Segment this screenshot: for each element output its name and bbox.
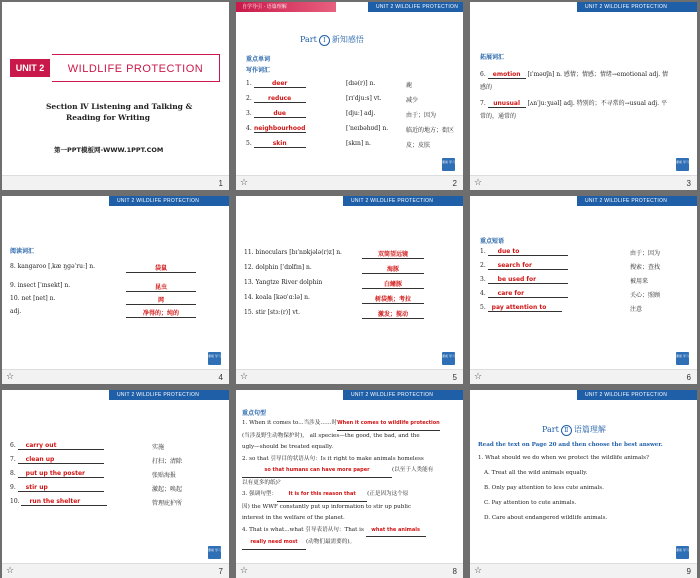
slide-footer-bar [470,563,697,578]
slide-thumbnail-8[interactable] [236,390,463,578]
slide-footer-bar [236,563,463,578]
slide-number: 7 [218,567,223,576]
slide-thumbnail-4[interactable] [2,196,229,384]
vocab-row: 7. unusual [ʌnˈjuːʒuəl] adj. 特别的；不寻常的→usual adj. 平 [480,100,667,107]
nav-button[interactable]: 课前 学习 [442,158,455,171]
vocab-row: 14. koala [kəʊˈɑːlə] n. 树袋熊；考拉 [244,294,310,301]
slide-footer-bar [236,175,463,190]
phrase-row: 6. carry out 实施 [10,442,165,451]
unit-header: UNIT 2 WILDLIFE PROTECTION [343,196,463,206]
section-line-2: Reading for Writing [66,113,150,122]
phrase-row: 9. stir up 激起；唤起 [10,484,183,493]
slide-number: 3 [686,179,691,188]
vocab-row: 11. binoculars [bɪˈnɒkjələ(r)z] n. 双筒望远镜 [244,249,342,256]
vocab-row: 5. skin [skɪn] n. 皮；皮肤 [246,140,431,149]
vocab-row: 9. insect [ˈɪnsekt] n. 昆虫 [10,282,70,289]
nav-button[interactable]: 课前 学习 [208,352,221,365]
star-icon[interactable]: ☆ [474,566,483,576]
vocab-row: 13. Yangtze River dolphin 白鳍豚 [244,279,322,286]
part-label: Part [300,35,317,44]
part-heading [542,424,606,436]
vocab-row-cont: 常的，通常的 [480,113,517,120]
part-title: 语篇理解 [573,425,606,434]
section-line-1: Section Ⅳ Listening and Talking & [46,102,193,111]
slide-title: WILDLIFE PROTECTION [52,54,220,82]
star-icon[interactable]: ☆ [240,372,249,382]
phrase-row: 8. put up the poster 张贴海报 [10,470,177,479]
phrase-row: 4. care for 关心；照顾 [480,290,661,299]
star-icon[interactable]: ☆ [474,178,483,188]
part-heading [300,34,364,46]
nav-button[interactable]: 课前 学习 [676,546,689,559]
part-title: 新知感悟 [331,35,364,44]
section-heading: 重点句型 [242,410,267,417]
unit-header: UNIT 2 WILDLIFE PROTECTION [368,2,463,12]
part-label: Part [542,425,559,434]
slide-thumbnail-6[interactable] [470,196,697,384]
slide-number: 6 [686,373,691,382]
slide-number: 1 [218,179,223,188]
phrase-row: 7. clean up 打扫；清除 [10,456,183,465]
slide-footer-bar [2,175,229,190]
phrase-row: 10. run the shelter 管理庇护所 [10,498,183,507]
answer-option[interactable]: A. Treat all the wild animals equally. [484,470,588,476]
slide-thumbnail-3[interactable] [470,2,697,190]
vocab-row: 12. dolphin [ˈdɒlfɪn] n. 海豚 [244,264,312,271]
vocab-row: 6. emotion [ɪˈməʊʃn] n. 感情；情感；情绪→emotional adj. 情 [480,71,669,78]
footer-note: 第一PPT模板网-WWW.1PPT.COM [54,146,164,154]
section-heading: 拓展词汇 [480,54,505,61]
unit-header: UNIT 2 WILDLIFE PROTECTION [343,390,463,400]
sub-heading: 写作词汇 [246,67,271,74]
vocab-row: 8. kangaroo [ˌkæ ŋɡəˈruː] n. 袋鼠 [10,263,95,270]
star-icon[interactable]: ☆ [6,566,15,576]
section-heading: 重点单词 [246,56,271,63]
star-icon[interactable]: ☆ [240,178,249,188]
answer-option[interactable]: C. Pay attention to cute animals. [484,500,577,506]
sentence-patterns: 1. When it comes to...当涉及……时When it comes to wildlife protection (当涉及野生动物保护时)， all species—the good, the bad, and the ugly—should be treated equally. 2. so that 引导目的状语从句：Is it right to make animals homeless so that humans can have more paper (以至于人类能有 以有更多的纸)？ 3. 强调句型： It is for this reason that (正是因为这个原 因) the WWF constantly put up information to stir up public interest in the welfare of the planet. 4. That is what...what 引导表语从句：That is what the animals really need most (动物们最需要的)。 [242,418,460,550]
slide-number: 8 [452,567,457,576]
slide-footer-bar [470,369,697,384]
star-icon[interactable]: ☆ [474,372,483,382]
vocab-row-cont: 感的 [480,84,493,91]
slide-number: 4 [218,373,223,382]
vocab-row: 4. neighbourhood [ˈneɪbəhʊd] n. 临近的地方；街区 [246,125,455,134]
slide-footer-bar [236,369,463,384]
star-icon[interactable]: ☆ [240,566,249,576]
unit-header: UNIT 2 WILDLIFE PROTECTION [109,196,229,206]
slide-footer-bar [470,175,697,190]
slide-footer-bar [2,369,229,384]
nav-button[interactable]: 课前 学习 [208,546,221,559]
nav-button[interactable]: 课前 学习 [676,352,689,365]
slide-thumbnail-5[interactable] [236,196,463,384]
vocab-row: adj. 净得的；纯的 [10,308,21,315]
phrase-row: 1. due to 由于；因为 [480,248,661,257]
section-heading: 阅读词汇 [10,248,35,255]
vocab-row: 2. reduce [rɪˈdjuːs] vt. 减少 [246,95,419,104]
slide-number: 2 [452,179,457,188]
slide-number: 5 [452,373,457,382]
phrase-row: 3. be used for 被用来 [480,276,649,285]
unit-header: UNIT 2 WILDLIFE PROTECTION [577,2,697,12]
unit-header: UNIT 2 WILDLIFE PROTECTION [577,196,697,206]
slide-thumbnail-7[interactable] [2,390,229,578]
star-icon[interactable]: ☆ [6,372,15,382]
answer-option[interactable]: B. Only pay attention to less cute animals. [484,485,604,491]
unit-header: UNIT 2 WILDLIFE PROTECTION [109,390,229,400]
section-heading: 重点短语 [480,238,505,245]
part-number: Ⅰ [319,35,330,46]
unit-header: UNIT 2 WILDLIFE PROTECTION [577,390,697,400]
instruction: Read the text on Page 20 and then choose the best answer. [478,442,663,448]
slide-thumbnail-1[interactable] [2,2,229,190]
vocab-row: 3. due [djuː] adj. 由于；因为 [246,110,437,119]
slide-footer-bar [2,563,229,578]
nav-button[interactable]: 课前 学习 [442,352,455,365]
slide-number: 9 [686,567,691,576]
section-ribbon: 自学导引 · 语篇理解 [236,2,336,12]
part-number: Ⅱ [561,425,572,436]
answer-option[interactable]: D. Care about endangered wildlife animals. [484,515,608,521]
nav-button[interactable]: 课前 学习 [676,158,689,171]
vocab-row: 1. deer [dɪə(r)] n. 鹿 [246,80,413,89]
slide-thumbnail-9[interactable] [470,390,697,578]
slide-thumbnail-2[interactable] [236,2,463,190]
phrase-row: 2. search for 搜索；查找 [480,262,661,271]
question: 1. What should we do when we protect the wildlife animals? [478,455,649,461]
vocab-row: 15. stir [stɜː(r)] vt. 激发；搅动 [244,309,300,316]
vocab-row: 10. net [net] n. 网 [10,295,55,302]
phrase-row: 5. pay attention to 注意 [480,304,643,313]
unit-badge: UNIT 2 [10,59,50,77]
